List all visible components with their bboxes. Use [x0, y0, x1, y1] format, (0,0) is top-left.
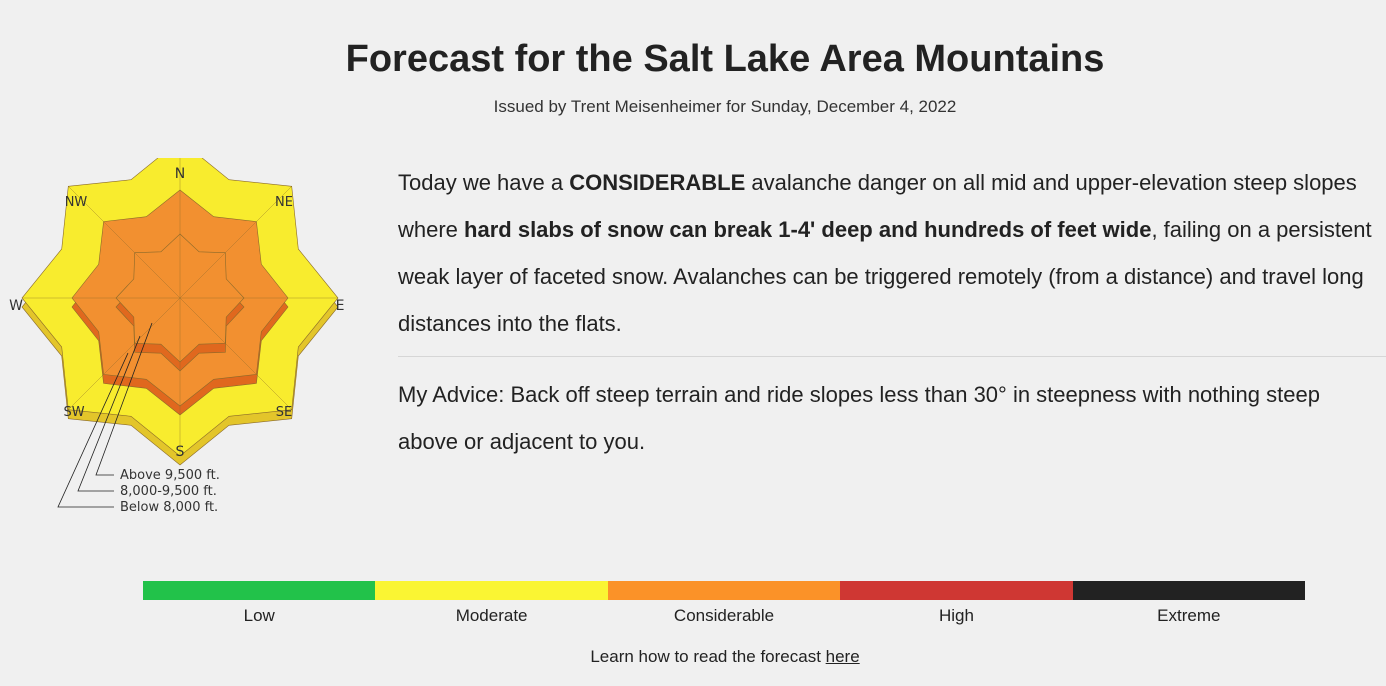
- scale-bar-extreme: [1073, 581, 1305, 600]
- elevation-label: 8,000-9,500 ft.: [120, 484, 217, 499]
- learn-here-link[interactable]: here: [825, 647, 860, 666]
- rose-direction-label: S: [175, 444, 185, 460]
- summary-text-2: avalanche danger on all mid and upper-elevation steep slopes where: [398, 170, 1357, 242]
- danger-rose: [0, 158, 360, 528]
- summary-danger-level: CONSIDERABLE: [569, 170, 746, 195]
- elevation-label: Below 8,000 ft.: [120, 500, 219, 515]
- summary-emphasis: hard slabs of snow can break 1-4' deep and hundreds of feet wide: [464, 217, 1152, 242]
- danger-rose-graphic: [0, 158, 360, 528]
- scale-label-considerable: Considerable: [673, 606, 775, 625]
- danger-scale-labels: [143, 606, 1305, 626]
- issued-by-line: Issued by Trent Meisenheimer for Sunday, December 4, 2022: [493, 97, 957, 116]
- scale-bar-high: [840, 581, 1072, 600]
- divider: [398, 356, 1386, 357]
- scale-label-moderate: Moderate: [455, 606, 528, 625]
- scale-label-high: High: [938, 606, 974, 625]
- rose-direction-label: NE: [275, 195, 293, 210]
- elevation-label: Above 9,500 ft.: [120, 468, 220, 483]
- rose-direction-label: NW: [64, 195, 88, 210]
- summary-text-3: , failing on a persistent weak layer of faceted snow. Avalanches can be triggered remotely (from a distance) and travel long distances into the flats.: [398, 217, 1372, 336]
- danger-scale: [143, 581, 1305, 626]
- rose-direction-label: W: [9, 298, 23, 314]
- scale-bar-low: [143, 581, 375, 600]
- scale-bar-considerable: [608, 581, 840, 600]
- danger-scale-bars: [143, 581, 1305, 600]
- learn-text: Learn how to read the forecast: [590, 647, 826, 666]
- page-title: Forecast for the Salt Lake Area Mountains: [345, 38, 1105, 80]
- rose-direction-label: E: [335, 298, 345, 314]
- scale-label-low: Low: [243, 606, 275, 625]
- scale-bar-moderate: [375, 581, 607, 600]
- rose-direction-label: SE: [275, 405, 293, 420]
- summary-text-1: Today we have a: [398, 170, 570, 195]
- bottom-line-summary: [398, 159, 1383, 347]
- advice-text: My Advice: Back off steep terrain and ride slopes less than 30° in steepness with nothing steep above or adjacent to you.: [398, 382, 1320, 454]
- rose-direction-label: SW: [63, 405, 85, 420]
- learn-line: [0, 647, 1386, 667]
- scale-label-extreme: Extreme: [1157, 606, 1221, 625]
- rose-direction-label: N: [174, 166, 186, 182]
